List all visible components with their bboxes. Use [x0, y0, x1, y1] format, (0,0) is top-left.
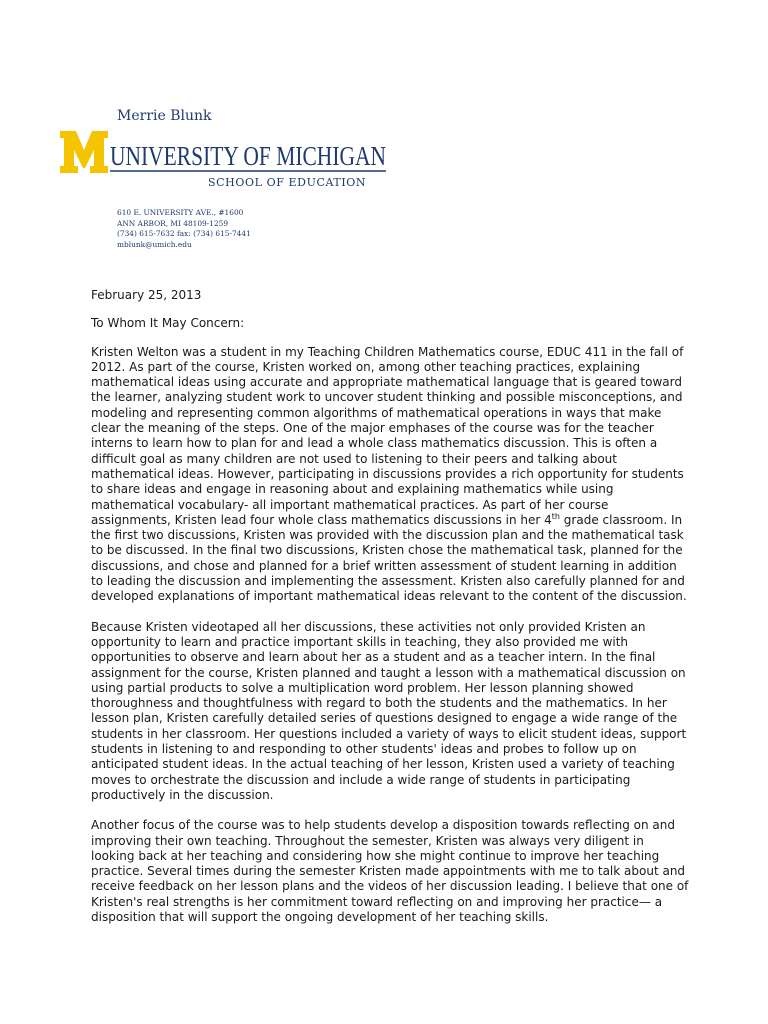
paragraph-3: Another focus of the course was to help students develop a disposition towards reflecting on and improving their own teaching. Throughout the semester, Kristen was always very diligent in looking back at her teaching and considering how she might continue to improve her teaching practice. Several times during the semester Kristen made appointments with me to talk about and receive feedback on her lesson plans and the videos of her discussion leading. I believe that one of Kristen's real strengths is her commitment toward reflecting on and improving her practice— a disposition that will support the ongoing development of her teaching skills.: [91, 818, 689, 924]
school-name: SCHOOL OF EDUCATION: [208, 176, 367, 189]
university-logo: [60, 128, 390, 176]
letter-date: February 25, 2013: [91, 288, 202, 302]
ordinal-superscript: th: [551, 511, 560, 521]
address-block: [117, 208, 251, 250]
paragraph-2: Because Kristen videotaped all her discussions, these activities not only provided Kristen an opportunity to learn and practice important skills in teaching, they also provided me with opportunities to observe and learn about her as a student and as a teacher intern. In the final assignment for the course, Kristen planned and taught a lesson with a mathematical discussion on using partial products to solve a multiplication word problem. Her lesson planning showed thoroughness and thoughtfulness with regard to both the students and the mathematics. In her lesson plan, Kristen carefully detailed series of questions designed to engage a wide range of the students in her classroom. Her questions included a variety of ways to elicit student ideas, support students in listening to and responding to other students' ideas and probes to follow up on anticipated student ideas. In the actual teaching of her lesson, Kristen used a variety of teaching moves to orchestrate the discussion and include a wide range of students in participating productively in the discussion.: [91, 619, 687, 802]
paragraph-1-text-a: Kristen Welton was a student in my Teaching Children Mathematics course, EDUC 411 in the fall of 2012. As part of the course, Kristen worked on, among other teaching practices, explaining mathematical ideas using accurate and appropriate mathematical language that is geared toward the learner, analyzing student work to uncover student thinking and possible misconceptions, and modeling and representing common algorithms of mathematical operations in ways that make clear the meaning of the steps. One of the major emphases of the course was for the teacher interns to learn how to plan for and lead a whole class mathematics discussion. This is often a difficult goal as many children are not used to listening to their peers and talking about mathematical ideas. However, participating in discussions provides a rich opportunity for students to share ideas and engage in reasoning about and explaining mathematics while using mathematical vocabulary- all important mathematical practices. As part of her course assignments, Kristen lead four whole class mathematics discussions in her 4: [91, 344, 684, 527]
sender-name: Merrie Blunk: [117, 108, 212, 124]
salutation: To Whom It May Concern:: [91, 316, 245, 331]
paragraph-1: [91, 345, 691, 605]
letter-body: [91, 288, 691, 940]
phone-fax-line: (734) 615-7632 fax: (734) 615-7441: [117, 229, 251, 238]
email-line: mblunk@umich.edu: [117, 239, 192, 249]
address-line: 610 E. UNIVERSITY AVE., #1600: [117, 208, 244, 217]
paragraph-1-text-b: grade classroom. In the first two discussions, Kristen was provided with the discussion plan and the mathematical task to be discussed. In the final two discussions, Kristen chose the mathematical task, planned for the discussions, and chose and planned for a brief written assessment of student learning in addition to leading the discussion and implementing the assessment. Kristen also carefully planned for and developed explanations of important mathematical ideas relevant to the content of the discussion.: [91, 512, 687, 604]
institution-name: UNIVERSITY OF MICHIGAN: [110, 141, 386, 171]
address-line: ANN ARBOR, MI 48109-1259: [117, 218, 229, 228]
block-m-logo-shape: [60, 131, 108, 173]
